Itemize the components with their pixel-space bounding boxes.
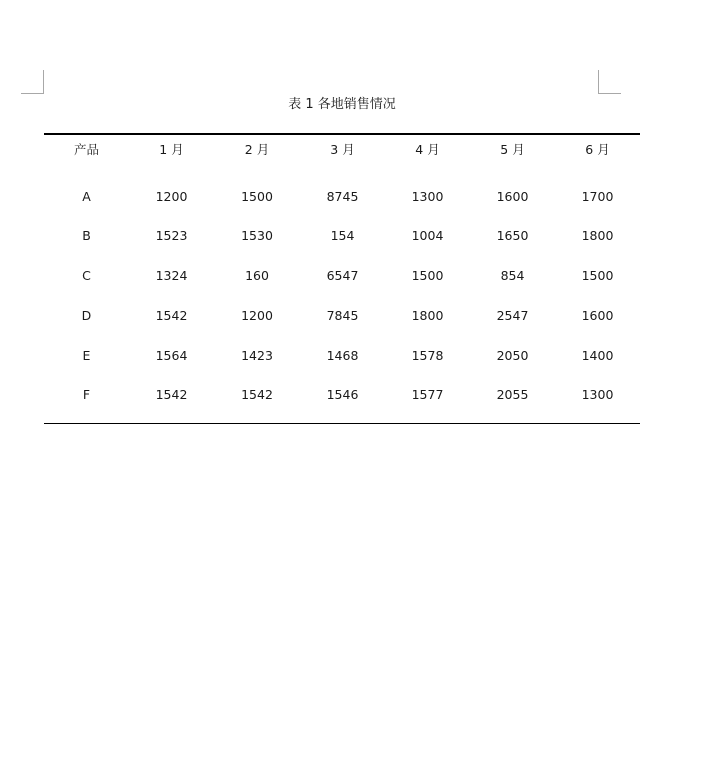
table-row bbox=[44, 335, 640, 375]
table-row bbox=[44, 215, 640, 255]
table-cell: 1468 bbox=[326, 348, 359, 363]
header-product: 产品 bbox=[44, 134, 129, 161]
table-cell: 6547 bbox=[326, 268, 359, 283]
table-cell: 1500 bbox=[411, 268, 444, 283]
table-cell: 1500 bbox=[241, 188, 273, 204]
table-cell: 1542 bbox=[129, 375, 214, 423]
table-cell: 8745 bbox=[326, 188, 359, 204]
table-cell: 2055 bbox=[470, 375, 555, 423]
table-row bbox=[44, 255, 640, 295]
table-cell-product: C bbox=[82, 268, 91, 283]
table-row bbox=[44, 375, 640, 423]
table-cell: 1600 bbox=[496, 188, 529, 204]
table-cell: 1423 bbox=[241, 348, 273, 363]
table-cell: 1200 bbox=[155, 188, 188, 204]
table-cell: 1523 bbox=[155, 228, 188, 243]
header-month-6: 6 月 bbox=[555, 134, 640, 161]
table-cell: 1300 bbox=[411, 188, 444, 204]
sales-table bbox=[44, 133, 640, 424]
table-cell-product: D bbox=[81, 308, 92, 323]
table-cell: 1564 bbox=[155, 348, 188, 363]
table-row bbox=[44, 161, 640, 215]
table-cell: 1700 bbox=[581, 188, 614, 204]
table-cell: 1300 bbox=[555, 375, 640, 423]
table-cell: 1400 bbox=[581, 348, 614, 363]
header-month-3: 3 月 bbox=[300, 134, 385, 161]
header-month-1: 1 月 bbox=[129, 134, 214, 161]
table-cell-product: B bbox=[82, 228, 91, 243]
table-caption: 表 1 各地销售情况 bbox=[288, 97, 396, 112]
table-cell: 1500 bbox=[581, 268, 614, 283]
table-cell-product: A bbox=[82, 188, 91, 204]
table-cell-product: E bbox=[82, 348, 91, 363]
table-cell: 1004 bbox=[411, 228, 444, 243]
table-cell: 1650 bbox=[496, 228, 529, 243]
page-corner-mark-top-right bbox=[598, 70, 621, 94]
table-cell: 7845 bbox=[326, 308, 359, 323]
header-month-4: 4 月 bbox=[385, 134, 470, 161]
table-cell: 1578 bbox=[411, 348, 444, 363]
table-cell: 2547 bbox=[496, 308, 529, 323]
header-month-2: 2 月 bbox=[214, 134, 300, 161]
table-cell: 1324 bbox=[155, 268, 188, 283]
table-row bbox=[44, 295, 640, 335]
table-cell: 154 bbox=[330, 228, 355, 243]
table-cell-product: F bbox=[44, 375, 129, 423]
table-header-row bbox=[44, 134, 640, 161]
table-cell: 160 bbox=[245, 268, 269, 283]
table-cell: 1600 bbox=[581, 308, 614, 323]
header-month-5: 5 月 bbox=[470, 134, 555, 161]
table-cell: 1546 bbox=[300, 375, 385, 423]
table-cell: 854 bbox=[500, 268, 525, 283]
table-cell: 1542 bbox=[214, 375, 300, 423]
table-cell: 1800 bbox=[581, 228, 614, 243]
table-cell: 1542 bbox=[155, 308, 188, 323]
table-cell: 2050 bbox=[496, 348, 529, 363]
page-corner-mark-top-left bbox=[21, 70, 44, 94]
table-cell: 1800 bbox=[411, 308, 444, 323]
table-cell: 1530 bbox=[241, 228, 273, 243]
table-cell: 1577 bbox=[385, 375, 470, 423]
table-cell: 1200 bbox=[241, 308, 273, 323]
